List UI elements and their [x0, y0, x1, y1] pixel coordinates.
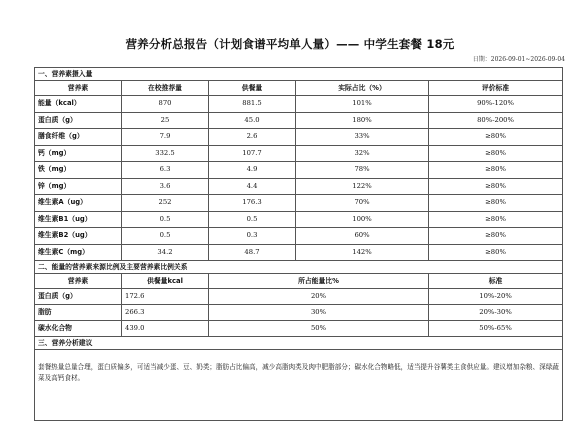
recommended-value: 6.3: [122, 162, 209, 179]
section3-heading: 三、营养分析建议: [35, 337, 563, 350]
section2-heading: 二、能量的营养素来源比例及主要营养素比例关系: [35, 261, 563, 274]
standard-value: 10%-20%: [429, 289, 563, 305]
column-header: 营养素: [35, 274, 122, 289]
supplied-value: 4.9: [209, 162, 296, 179]
recommended-value: 34.2: [122, 244, 209, 261]
energy-ratio-value: 20%: [209, 289, 429, 305]
recommended-value: 870: [122, 96, 209, 113]
column-header: 在校推荐量: [122, 81, 209, 96]
nutrient-name: 膳食纤维（g）: [35, 129, 122, 146]
standard-value: ≥80%: [429, 195, 563, 212]
table-row: [35, 178, 563, 195]
table-row: [35, 145, 563, 162]
supplied-value: 107.7: [209, 145, 296, 162]
nutrient-name: 维生素B2（ug）: [35, 228, 122, 245]
column-header: 实际占比（%）: [296, 81, 429, 96]
ratio-value: 122%: [296, 178, 429, 195]
nutrient-name: 脂肪: [35, 305, 122, 321]
section-heading: [35, 337, 563, 350]
energy-kcal-value: 439.0: [122, 321, 209, 337]
energy-ratio-value: 50%: [209, 321, 429, 337]
nutrient-name: 蛋白质（g）: [35, 112, 122, 129]
table-row: [35, 228, 563, 245]
table-header-row: [35, 81, 563, 96]
recommended-value: 3.6: [122, 178, 209, 195]
recommended-value: 7.9: [122, 129, 209, 146]
column-header: 供餐量: [209, 81, 296, 96]
advice-text: 套餐热量总量合理，蛋白质偏多，可适当减少蛋、豆、奶类；脂肪占比偏高，减少高脂肉类及肉中肥脂部分；碳水化合物略低，适当提升谷薯类主食供应量。建议增加杂粮、深绿蔬菜及高钙食材。: [35, 350, 563, 421]
standard-value: ≥80%: [429, 145, 563, 162]
supplied-value: 0.5: [209, 211, 296, 228]
standard-value: ≥80%: [429, 129, 563, 146]
ratio-value: 101%: [296, 96, 429, 113]
ratio-value: 142%: [296, 244, 429, 261]
column-header: 所占能量比%: [209, 274, 429, 289]
nutrition-table: [34, 67, 563, 421]
supplied-value: 176.3: [209, 195, 296, 212]
table-row: [35, 112, 563, 129]
report-date: 日期：2026-09-01~2026-09-04: [472, 56, 565, 63]
standard-value: ≥80%: [429, 162, 563, 179]
nutrient-name: 维生素B1（ug）: [35, 211, 122, 228]
table-header-row: [35, 274, 563, 289]
table-row: [35, 321, 563, 337]
nutrient-name: 铁（mg）: [35, 162, 122, 179]
ratio-value: 78%: [296, 162, 429, 179]
table-row: [35, 211, 563, 228]
table-row: [35, 305, 563, 321]
section1-heading: 一、营养素摄入量: [35, 68, 563, 81]
ratio-value: 32%: [296, 145, 429, 162]
table-row: [35, 129, 563, 146]
nutrient-name: 维生素A（ug）: [35, 195, 122, 212]
standard-value: 90%-120%: [429, 96, 563, 113]
section-heading: [35, 261, 563, 274]
section-heading: [35, 68, 563, 81]
supplied-value: 45.0: [209, 112, 296, 129]
recommended-value: 332.5: [122, 145, 209, 162]
nutrient-name: 钙（mg）: [35, 145, 122, 162]
report-title: 营养分析总报告（计划食谱平均单人量）—— 中学生套餐 18元: [125, 37, 455, 51]
nutrient-name: 锌（mg）: [35, 178, 122, 195]
standard-value: ≥80%: [429, 228, 563, 245]
supplied-value: 0.3: [209, 228, 296, 245]
recommended-value: 252: [122, 195, 209, 212]
supplied-value: 4.4: [209, 178, 296, 195]
recommended-value: 0.5: [122, 211, 209, 228]
nutrient-name: 蛋白质（g）: [35, 289, 122, 305]
standard-value: 20%-30%: [429, 305, 563, 321]
column-header: 标准: [429, 274, 563, 289]
column-header: 营养素: [35, 81, 122, 96]
standard-value: ≥80%: [429, 211, 563, 228]
table-row: [35, 195, 563, 212]
standard-value: ≥80%: [429, 178, 563, 195]
recommended-value: 25: [122, 112, 209, 129]
column-header: 评价标准: [429, 81, 563, 96]
supplied-value: 2.6: [209, 129, 296, 146]
supplied-value: 881.5: [209, 96, 296, 113]
energy-ratio-value: 30%: [209, 305, 429, 321]
ratio-value: 180%: [296, 112, 429, 129]
standard-value: 80%-200%: [429, 112, 563, 129]
supplied-value: 48.7: [209, 244, 296, 261]
recommended-value: 0.5: [122, 228, 209, 245]
table-row: [35, 244, 563, 261]
table-row: [35, 96, 563, 113]
nutrient-name: 能量（kcal）: [35, 96, 122, 113]
nutrient-name: 碳水化合物: [35, 321, 122, 337]
table-row: [35, 289, 563, 305]
nutrient-name: 维生素C（mg）: [35, 244, 122, 261]
ratio-value: 33%: [296, 129, 429, 146]
energy-kcal-value: 172.6: [122, 289, 209, 305]
standard-value: 50%-65%: [429, 321, 563, 337]
ratio-value: 60%: [296, 228, 429, 245]
table-row: [35, 162, 563, 179]
ratio-value: 70%: [296, 195, 429, 212]
column-header: 供餐量kcal: [122, 274, 209, 289]
ratio-value: 100%: [296, 211, 429, 228]
energy-kcal-value: 266.3: [122, 305, 209, 321]
standard-value: ≥80%: [429, 244, 563, 261]
